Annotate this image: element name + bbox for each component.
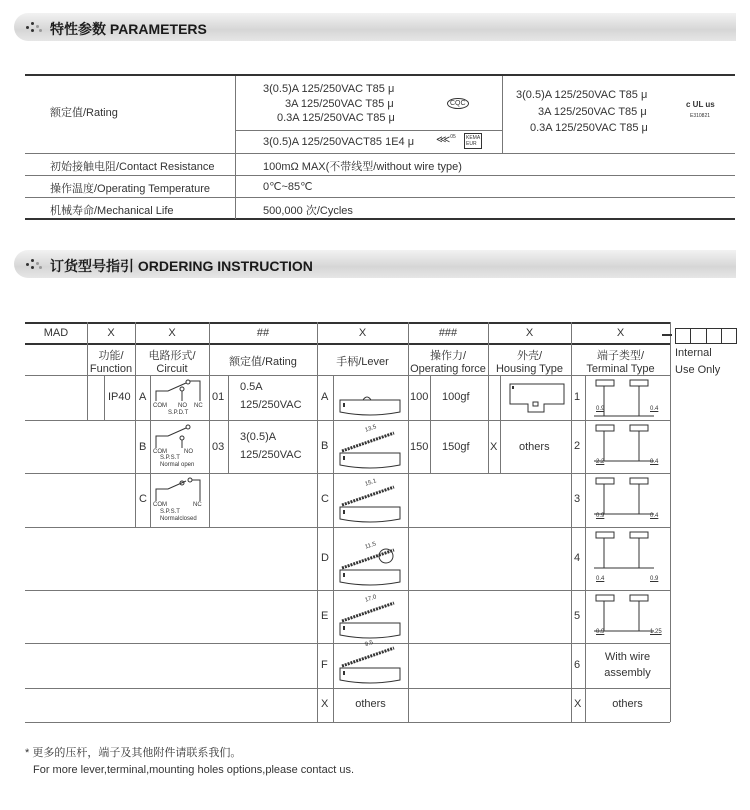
grid-line — [135, 375, 136, 420]
terminal-dimension: 1.25 — [650, 629, 662, 635]
terminal-code: 2 — [574, 439, 581, 452]
grid-line — [209, 375, 210, 420]
terminal-code: 4 — [574, 551, 581, 564]
grid-line — [228, 420, 229, 473]
function-ip40: IP40 — [108, 391, 131, 403]
grid-line — [571, 527, 572, 590]
code-circuit: X — [168, 327, 176, 339]
force-value: 100gf — [442, 391, 470, 403]
kema-logo: KEMA EUR — [466, 135, 481, 147]
grid-line — [670, 322, 671, 343]
ul-rating: 0.3A 125/250VAC T85 μ — [530, 122, 648, 134]
internal-use-label: Internal — [675, 347, 712, 359]
terminal-label: COM — [153, 449, 167, 455]
lever-value: others — [355, 698, 386, 710]
lever-drawing — [338, 599, 404, 639]
grid-line — [150, 420, 151, 473]
terminal-drawing — [590, 476, 670, 516]
grid-line — [209, 473, 210, 527]
rating-code: 01 — [212, 391, 225, 403]
terminal-label: COM — [153, 502, 167, 508]
grid-line — [408, 420, 409, 473]
rating-value: 125/250VAC — [240, 449, 302, 461]
terminal-label: NC — [194, 403, 203, 409]
grid-line — [333, 643, 334, 688]
grid-line — [317, 420, 318, 473]
circuit-name: S.P.S.T — [160, 509, 180, 515]
grid-line — [25, 322, 670, 324]
lever-code: D — [321, 551, 329, 564]
terminal-code: 5 — [574, 609, 581, 622]
terminal-label: NC — [193, 502, 202, 508]
grid-line — [571, 420, 572, 473]
force-value: 150gf — [442, 441, 470, 453]
grid-line — [317, 375, 318, 420]
header-text: Terminal Type — [586, 363, 655, 375]
grid-line — [571, 643, 572, 688]
grid-line — [317, 473, 318, 527]
terminal-value: With wire — [604, 650, 651, 663]
terminal-drawing — [590, 530, 670, 570]
header-text: 操作力/ — [429, 350, 467, 362]
grid-line — [585, 375, 586, 420]
terminal-dimension: 0.4 — [650, 459, 659, 465]
circuit-sub: Normalclosed — [160, 516, 197, 522]
rating-code: 03 — [212, 441, 225, 453]
lever-dimension: 11.5 — [364, 541, 377, 551]
grid-line — [670, 343, 671, 375]
grid-line — [333, 375, 334, 420]
grid-line — [585, 527, 586, 590]
terminal-drawing — [590, 423, 670, 463]
grid-line — [104, 375, 105, 420]
terminal-value: assembly — [604, 666, 651, 679]
grid-line — [25, 343, 670, 345]
grid-line — [571, 473, 572, 527]
grid-line — [333, 527, 334, 590]
header-text: Function — [89, 363, 133, 375]
lever-code: E — [321, 609, 329, 622]
grid-line — [430, 375, 431, 420]
rating-label: 额定值/Rating — [50, 107, 118, 119]
force-code: 150 — [410, 441, 429, 453]
grid-line — [670, 643, 671, 688]
circuit-name: S.P.D.T — [168, 410, 189, 416]
grid-line — [25, 473, 670, 474]
grid-line — [150, 375, 151, 420]
header-text: 电路形式/ — [148, 350, 196, 362]
rating-value: 0.5A — [240, 381, 263, 393]
header-rating: 额定值/Rating — [229, 356, 297, 368]
grid-line — [25, 527, 670, 528]
grid-line — [670, 420, 671, 473]
terminal-code: 3 — [574, 493, 581, 505]
grid-line — [500, 375, 501, 420]
header-text: Operating force — [410, 363, 486, 375]
footnote-cn: * 更多的压杆，端子及其他附件请联系我们。 — [25, 747, 242, 759]
terminal-dimension: 0.4 — [596, 576, 605, 582]
header-text: Housing Type — [495, 363, 564, 375]
grid-line — [408, 473, 409, 527]
spst-nc-circuit-diagram — [152, 475, 208, 505]
grid-line — [488, 375, 489, 420]
ul-file-number: E310821 — [690, 113, 711, 119]
terminal-drawing — [590, 593, 670, 633]
mechanical-life-value: 500,000 次/Cycles — [263, 205, 353, 217]
header-text: 外壳/ — [516, 350, 543, 362]
lever-code: A — [321, 390, 329, 403]
code-terminal: X — [616, 327, 625, 339]
grid-line — [209, 420, 210, 473]
grid-line — [670, 590, 671, 643]
grid-line — [571, 590, 572, 643]
grid-line — [317, 643, 318, 688]
header-circuit — [135, 347, 209, 375]
rating-value: 3(0.5)A — [240, 431, 277, 443]
lever-code: B — [321, 439, 329, 452]
force-code: 100 — [410, 391, 429, 403]
cqc-rating: 3A 125/250VAC T85 μ — [285, 98, 394, 110]
grid-line — [670, 688, 671, 722]
lever-dimension: 17.0 — [364, 594, 378, 604]
lever-code: C — [321, 493, 329, 505]
grid-line — [571, 688, 572, 722]
parameters-section-header — [14, 13, 736, 41]
circuit-code: C — [139, 493, 147, 505]
lever-dimension: 9.5 — [364, 639, 375, 649]
lever-dimension: 15.1 — [364, 478, 378, 488]
ul-rating: 3A 125/250VAC T85 μ — [538, 106, 647, 118]
header-function — [87, 347, 135, 375]
terminal-drawing — [590, 378, 670, 418]
terminal-dimension: 0.9 — [650, 576, 659, 582]
grid-line — [317, 590, 318, 643]
terminal-dimension: 0.9 — [596, 629, 605, 635]
code-prefix: MAD — [43, 327, 69, 339]
header-lever: 手柄/Lever — [336, 356, 389, 368]
code-dash — [662, 334, 672, 336]
ul-rating: 3(0.5)A 125/250VAC T85 μ — [516, 89, 648, 101]
housing-value: others — [519, 441, 550, 453]
grid-line — [317, 527, 318, 590]
grid-line — [25, 590, 670, 591]
enec-number: 05 — [450, 134, 456, 140]
grid-line — [408, 643, 409, 688]
code-force: ### — [438, 327, 458, 339]
grid-line — [135, 420, 136, 473]
terminal-dimension: 2.2 — [596, 459, 605, 465]
terminal-code: 1 — [574, 390, 581, 403]
grid-line — [25, 688, 670, 689]
grid-line — [500, 420, 501, 473]
rating-value: 125/250VAC — [240, 399, 302, 411]
grid-line — [571, 375, 572, 420]
grid-line — [670, 527, 671, 590]
grid-line — [670, 473, 671, 527]
internal-code-boxes — [675, 328, 737, 344]
header-text: Circuit — [156, 363, 188, 375]
terminal-dimension: 0.4 — [650, 513, 659, 519]
circuit-code: A — [139, 391, 147, 403]
code-lever: X — [358, 327, 367, 339]
lever-drawing — [338, 546, 404, 586]
header-text: 功能/ — [98, 350, 124, 362]
circuit-name: S.P.S.T — [160, 455, 180, 461]
grid-line — [670, 375, 671, 420]
header-housing — [488, 347, 571, 375]
grid-line — [408, 375, 409, 420]
grid-line — [333, 420, 334, 473]
grid-line — [228, 375, 229, 420]
lever-drawing — [338, 644, 404, 684]
contact-resistance-label: 初始接触电阻/Contact Resistance — [50, 161, 215, 173]
operating-temperature-value: 0℃~85℃ — [263, 181, 313, 193]
lever-drawing — [338, 483, 404, 523]
terminal-label: NO — [184, 449, 193, 455]
grid-line — [408, 590, 409, 643]
terminal-dimension: 0.9 — [596, 406, 605, 412]
grid-line — [135, 473, 136, 527]
lever-drawing — [338, 429, 404, 469]
lever-dimension: 13.5 — [364, 424, 378, 434]
circuit-code: B — [139, 441, 147, 453]
terminal-label: NO — [178, 403, 187, 409]
footnote-en: For more lever,terminal,mounting holes options,please contact us. — [33, 764, 354, 776]
header-force — [408, 347, 488, 375]
spst-no-circuit-diagram — [152, 422, 208, 452]
housing-code: X — [490, 441, 498, 453]
grid-line — [585, 590, 586, 643]
terminal-value: others — [612, 698, 643, 710]
operating-temperature-label: 操作温度/Operating Temperature — [50, 183, 210, 195]
grid-line — [333, 590, 334, 643]
grid-line — [25, 722, 670, 723]
terminal-code: X — [574, 698, 582, 710]
code-housing: X — [525, 327, 534, 339]
grid-line — [150, 473, 151, 527]
grid-line — [408, 688, 409, 722]
header-terminal — [571, 347, 670, 375]
grid-line — [25, 420, 670, 421]
cqc-rating: 3(0.5)A 125/250VAC T85 μ — [263, 83, 395, 95]
lever-drawing — [338, 376, 404, 416]
terminal-dimension: 0.4 — [650, 406, 659, 412]
terminal-dimension: 0.9 — [596, 513, 605, 519]
enec-rating: 3(0.5)A 125/250VACT85 1E4 μ — [263, 136, 415, 148]
lever-code: F — [321, 658, 328, 671]
grid-line — [585, 420, 586, 473]
ordering-section-header — [14, 250, 736, 278]
grid-line — [408, 527, 409, 590]
grid-line — [317, 688, 318, 722]
section-title: 特性参数 PARAMETERS — [50, 21, 207, 37]
code-rating: ## — [256, 327, 270, 339]
internal-use-label: Use Only — [675, 364, 721, 376]
grid-line — [430, 420, 431, 473]
grid-line — [488, 420, 489, 473]
grid-line — [87, 375, 88, 420]
terminal-code: 6 — [574, 658, 581, 671]
ul-logo: c UL us — [686, 100, 715, 109]
mechanical-life-label: 机械寿命/Mechanical Life — [50, 205, 174, 217]
grid-line — [333, 473, 334, 527]
lever-code: X — [321, 698, 329, 710]
terminal-label: COM — [153, 403, 167, 409]
enec-logo: ⋘$^{05}$ — [436, 134, 456, 146]
section-title: 订货型号指引 ORDERING INSTRUCTION — [50, 258, 313, 274]
housing-drawing — [508, 382, 564, 412]
contact-resistance-value: 100mΩ MAX(不带线型/without wire type) — [263, 161, 462, 173]
header-text: 端子类型/ — [596, 350, 645, 362]
cqc-logo: CQC — [447, 98, 469, 109]
grid-line — [585, 473, 586, 527]
code-function: X — [107, 327, 115, 339]
circuit-sub: Normal open — [160, 462, 195, 468]
cqc-rating: 0.3A 125/250VAC T85 μ — [277, 112, 395, 124]
dots-icon — [26, 259, 42, 269]
dots-icon — [26, 22, 42, 32]
